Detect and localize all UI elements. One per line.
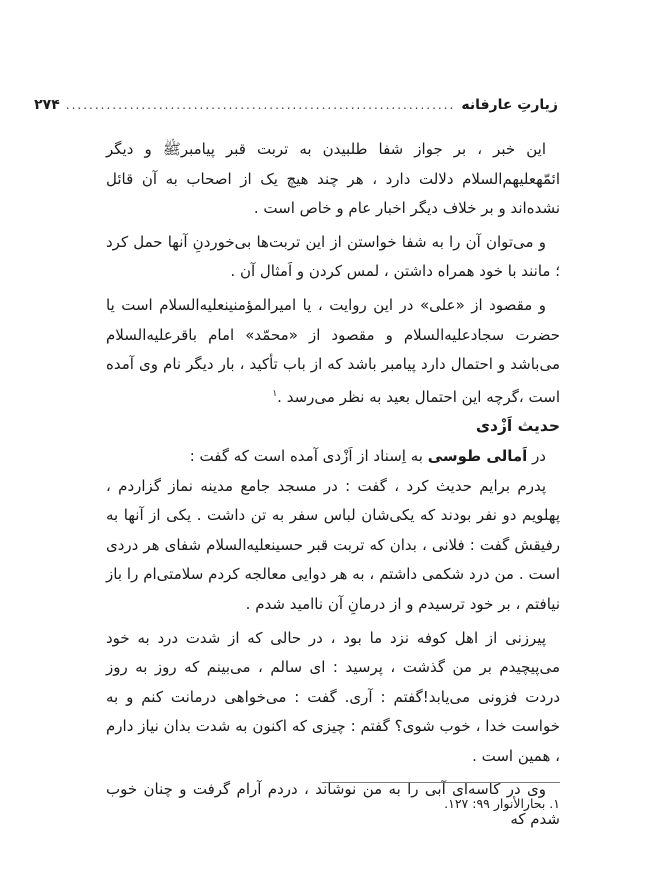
footnote: ۱. بحارالأنوار ۹۹: ۱۲۷. — [444, 796, 560, 811]
paragraph-2: و می‌توان آن را به شفا خواستن از این تربت‌ها بی‌خوردنِ آنها حمل کرد ؛ مانند با خود همراه داشتن ، لمس کردن و اَمثال آن . — [106, 232, 560, 281]
page-number: ۲۷۴ — [34, 97, 60, 113]
paragraph-1: این خبر ، بر جواز شفا طلبیدن به تربت قبر پیامبرﷺ و دیگر ائمّهعليهم‌السلام دلالت دارد ، هر چند هیچ یک از اصحاب به آن قائل نشده‌اند و بر خلاف دیگر اخبار عام و خاص است . — [106, 140, 560, 218]
running-title: زیارتِ عارفانه — [461, 97, 558, 113]
leader-dots: ................................................................... — [65, 98, 456, 112]
paragraph-3 — [106, 291, 560, 412]
paragraph-7: وی در کاسه‌ای آبی را به من نوشاند ، دردم آرام گرفت و چنان خوب شدم که — [106, 780, 560, 829]
paragraph-6: پیرزنی از اهل کوفه نزد ما بود ، در حالی که از شدت درد به خود می‌پیچیدم بر من گذشت ، پرسید : ای سالم ، می‌بینم که روز به روز دردت فزونی می‌یابد!گفتم : آری. گفت : می‌خواهی درمانت کنم و به خواست خدا ، خوب شوی؟ گفتم : چیزی که اکنون به شدت بدان نیاز دارم ، همین است . — [106, 628, 560, 765]
footnote-separator — [322, 782, 560, 783]
paragraph-4-prefix: در — [532, 446, 546, 465]
page-header — [34, 97, 558, 121]
paragraph-4 — [106, 442, 560, 472]
paragraph-4-rest: به اِسناد از اَزْدی آمده است که گفت : — [189, 446, 423, 465]
paragraph-3-text: و مقصود از «علی» در این روایت ، یا امیرالمؤمنینعليه‌السلام است یا حضرت سجادعليه‌السلام و مقصود از «محمّد» امام باقرعليه‌السلام می‌باشد و احتمال دارد پیامبر باشد که از باب تأکید ، بار دیگر نام وی آمده است ،گرچه این احتمال بعید به نظر می‌رسد . — [106, 295, 560, 406]
paragraph-5: پدرم برایم حدیث کرد ، گفت : در مسجد جامع مدینه نماز گزاردم ، پهلویم دو نفر بودند که یکی‌شان لباس سفر به تن داشت . یکی از آنها به رفیقش گفت : فلانی ، بدان که تربت قبر حسینعليه‌السلام شفای هر دردی است . من درد شکمی داشتم ، به هر دوایی معالجه کردم سلامتی‌ام را باز نیافتم ، بر خود ترسیدم و از درمانِ آن ناامید شدم . — [106, 476, 560, 613]
section-heading: حدیث اَزْدی — [475, 417, 560, 436]
footnote-mark: ۱ — [272, 388, 278, 399]
source-title: اَمالی طوسی — [427, 446, 528, 465]
page-body — [106, 135, 560, 835]
